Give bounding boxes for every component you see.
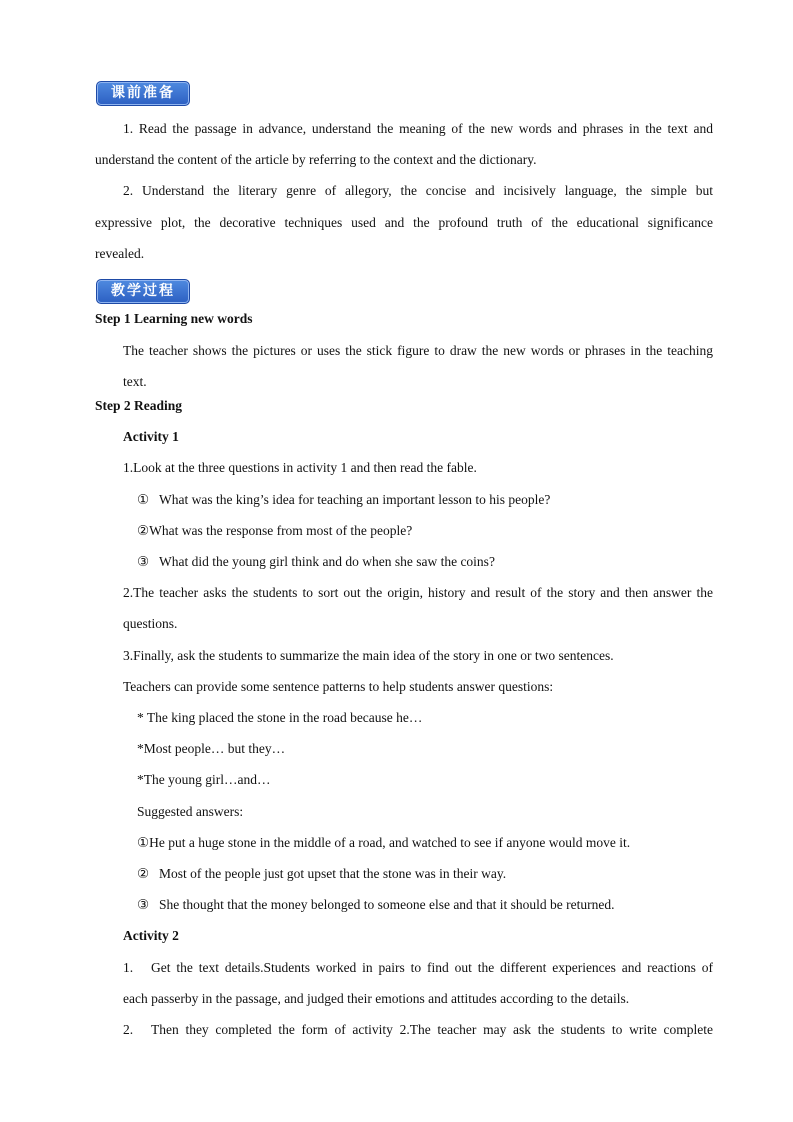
prep-paragraph-1-line-1: 1. Read the passage in advance, understand the meaning of the new words and phrases in the text and [123, 121, 713, 136]
step1-line-2: text. [123, 374, 147, 389]
step2-title: Step 2 Reading [95, 398, 183, 413]
activity2-heading: Activity 2 [123, 928, 179, 943]
patterns-intro: Teachers can provide some sentence patterns to help students answer questions: [123, 679, 554, 694]
step1-title: Step 1 Learning new words [95, 311, 253, 326]
answer-2-number: ② [137, 866, 150, 881]
answer-2 [137, 864, 506, 884]
question-1-text: What was the king’s idea for teaching an important lesson to his people? [159, 492, 551, 507]
answer-3-number: ③ [137, 897, 150, 912]
prep-paragraph-1-line-2: understand the content of the article by referring to the context and the dictionary. [95, 152, 537, 167]
answer-1-text: He put a huge stone in the middle of a road, and watched to see if anyone would move it. [149, 835, 631, 850]
pattern-1: * The king placed the stone in the road because he… [137, 710, 423, 725]
prep-paragraph-2-line-2: expressive plot, the decorative techniques used and the profound truth of the educational significance [95, 215, 713, 230]
question-3-text: What did the young girl think and do when she saw the coins? [159, 554, 495, 569]
suggested-answers-label: Suggested answers: [137, 804, 244, 819]
section-badge-process: 教学过程 [96, 279, 190, 304]
answer-3-text: She thought that the money belonged to someone else and that it should be returned. [159, 897, 615, 912]
activity1-item-2-line-1: 2.The teacher asks the students to sort out the origin, history and result of the story and then answer the [123, 585, 713, 600]
activity2-item-2-line-1: Then they completed the form of activity 2.The teacher may ask the students to write complete [151, 1022, 713, 1037]
question-1 [137, 490, 550, 510]
question-2-text: What was the response from most of the people? [149, 523, 413, 538]
activity1-item-3: 3.Finally, ask the students to summarize the main idea of the story in one or two sentences. [123, 648, 614, 663]
pattern-3: *The young girl…and… [137, 772, 271, 787]
activity2-item-1-line-1: Get the text details.Students worked in pairs to find out the different experiences and reactions of [151, 960, 713, 975]
question-3-number: ③ [137, 554, 150, 569]
activity2-item-1-number: 1. [123, 960, 134, 975]
answer-2-text: Most of the people just got upset that the stone was in their way. [159, 866, 507, 881]
activity1-item-2-line-2: questions. [123, 616, 178, 631]
question-3 [137, 552, 495, 572]
activity2-item-2-number: 2. [123, 1022, 134, 1037]
question-2-number: ② [137, 523, 150, 538]
question-2 [137, 521, 412, 541]
answer-1-number: ① [137, 835, 150, 850]
activity2-item-1-line-2: each passerby in the passage, and judged their emotions and attitudes according to the details. [123, 991, 630, 1006]
answer-1 [137, 833, 630, 853]
pattern-2: *Most people… but they… [137, 741, 286, 756]
prep-paragraph-2-line-3: revealed. [95, 246, 145, 261]
answer-3 [137, 895, 615, 915]
activity1-heading: Activity 1 [123, 429, 179, 444]
section-badge-prep: 课前准备 [96, 81, 190, 106]
prep-paragraph-2-line-1: 2. Understand the literary genre of allegory, the concise and incisively language, the simple but [123, 183, 713, 198]
question-1-number: ① [137, 492, 150, 507]
activity1-item-1: 1.Look at the three questions in activity 1 and then read the fable. [123, 460, 477, 475]
step1-line-1: The teacher shows the pictures or uses the stick figure to draw the new words or phrases in the teaching [123, 343, 713, 358]
